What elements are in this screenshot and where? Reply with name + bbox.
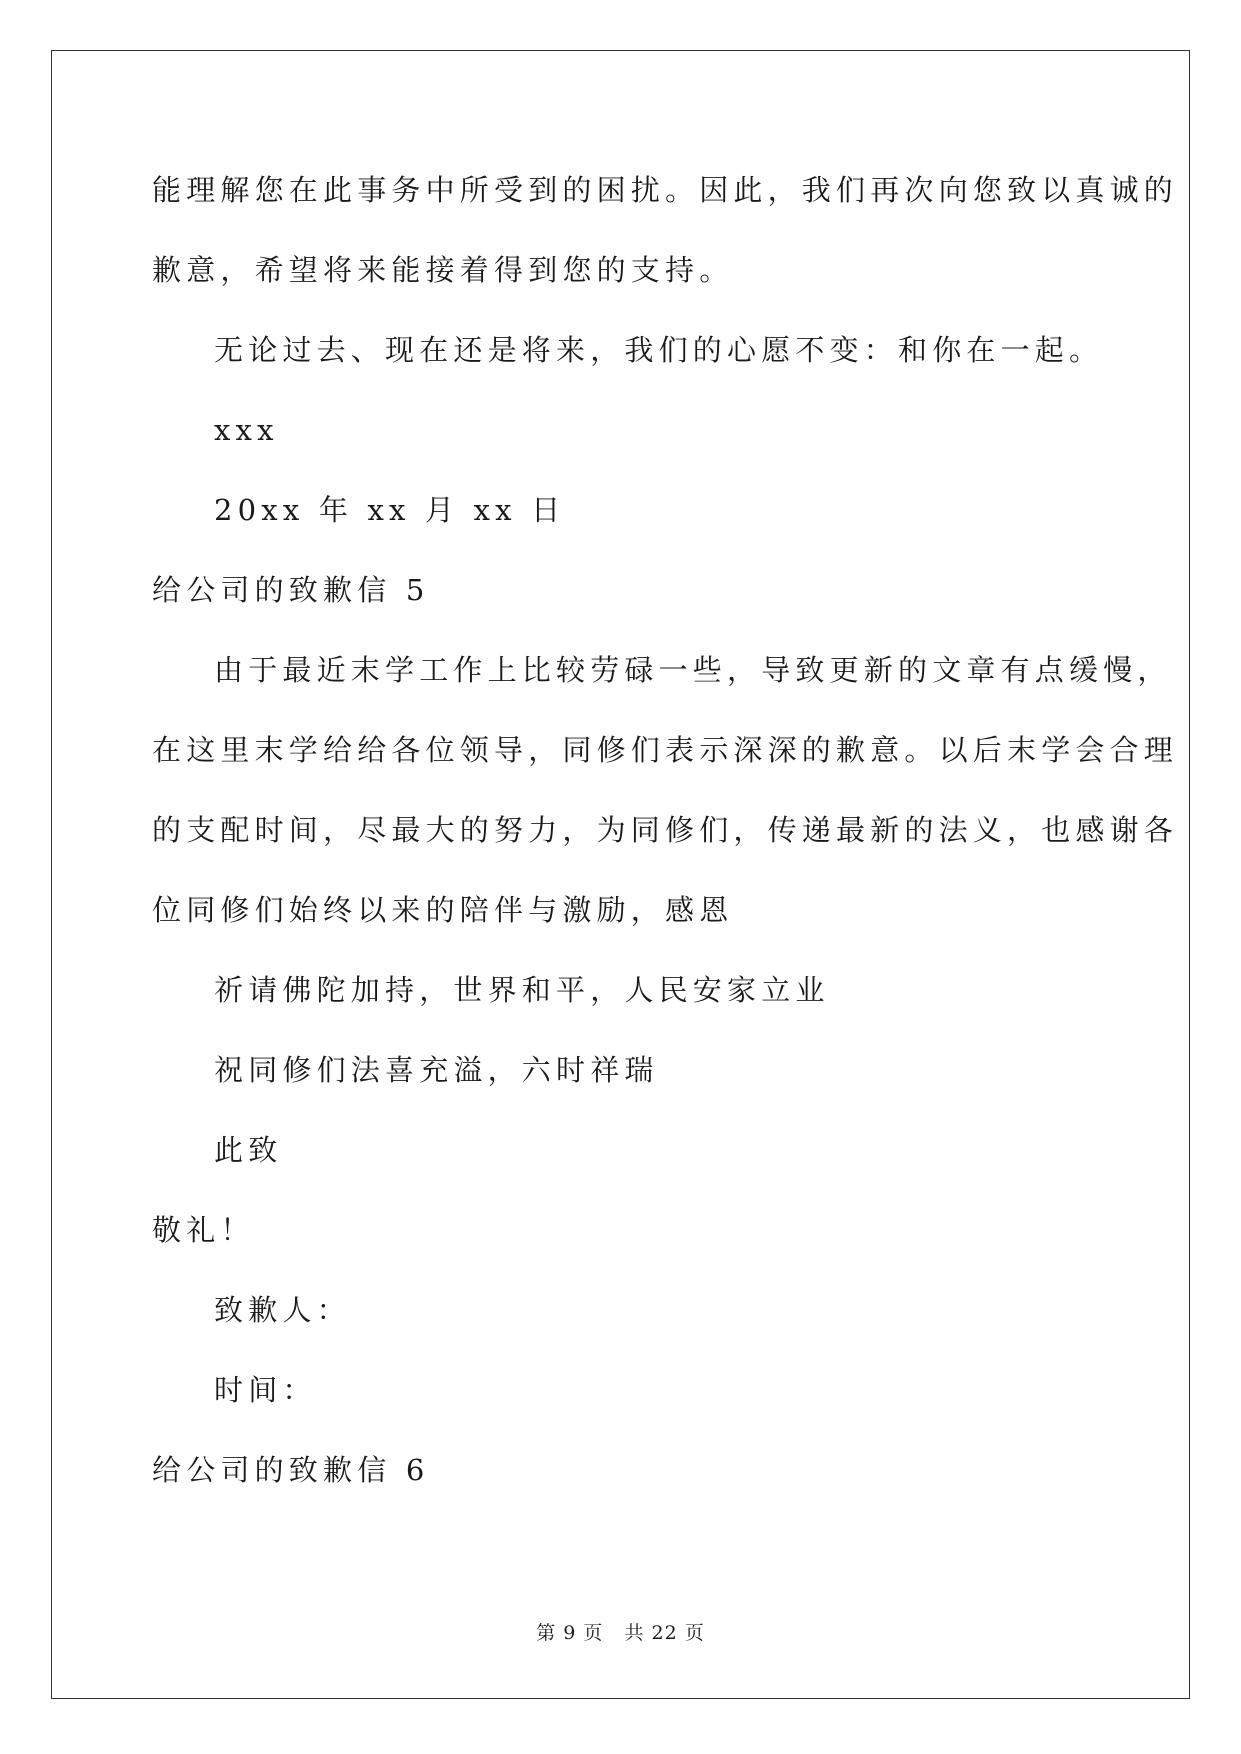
body-line: 歉意，希望将来能接着得到您的支持。 [152, 253, 734, 287]
body-line: 位同修们始终以来的陪伴与激励，感恩 [152, 893, 734, 927]
body-line: 无论过去、现在还是将来，我们的心愿不变：和你在一起。 [214, 333, 1104, 367]
body-line: 能理解您在此事务中所受到的困扰。因此，我们再次向您致以真诚的 [152, 173, 1179, 207]
apologizer-label: 致歉人： [214, 1293, 351, 1327]
page-number-footer: 第 9 页 共 22 页 [536, 1622, 705, 1644]
body-line: 在这里末学给给各位领导，同修们表示深深的歉意。以后末学会合理 [152, 733, 1179, 767]
body-line: 祝同修们法喜充溢，六时祥瑞 [214, 1053, 659, 1087]
body-line: 祈请佛陀加持，世界和平，人民安家立业 [214, 973, 830, 1007]
signature-date: 20xx 年 xx 月 xx 日 [214, 493, 566, 527]
closing-salute: 敬礼！ [152, 1213, 255, 1247]
closing-line: 此致 [214, 1133, 283, 1167]
section-heading: 给公司的致歉信 5 [152, 573, 430, 607]
section-heading: 给公司的致歉信 6 [152, 1453, 430, 1487]
body-line: 由于最近末学工作上比较劳碌一些，导致更新的文章有点缓慢， [214, 653, 1172, 687]
signature-name: xxx [214, 413, 279, 447]
body-line: 的支配时间，尽最大的努力，为同修们，传递最新的法义，也感谢各 [152, 813, 1179, 847]
time-label: 时间： [214, 1373, 317, 1407]
